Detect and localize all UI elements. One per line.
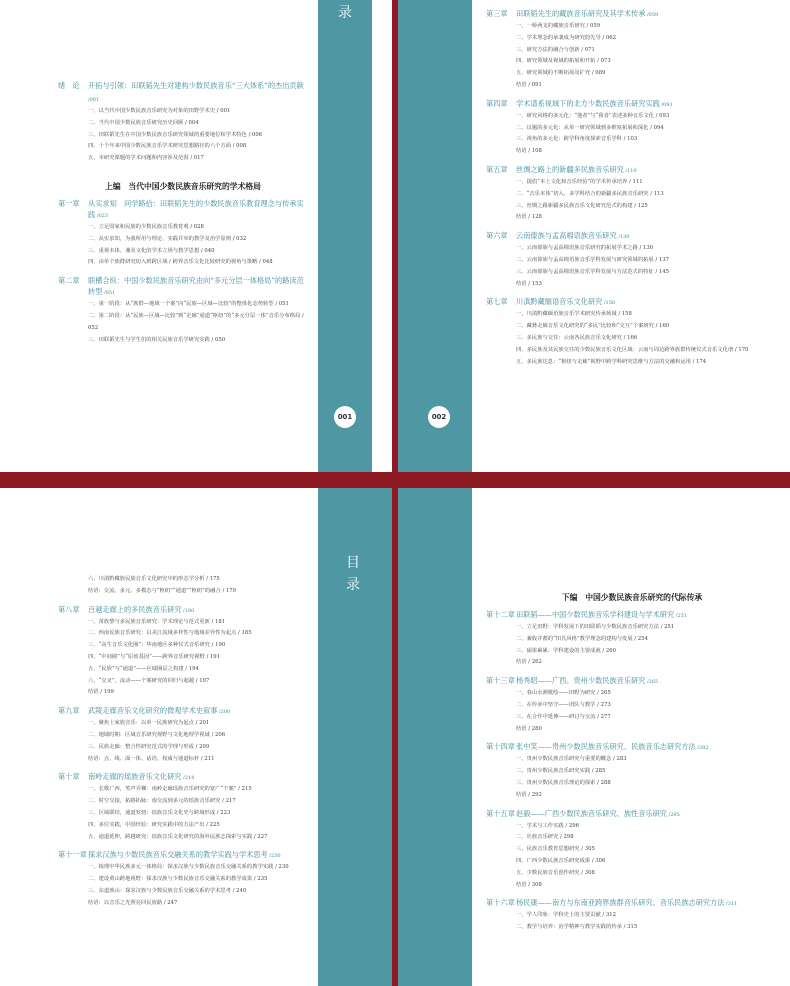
section-entry: 一、学术与工作实践 / 296	[516, 822, 579, 829]
part-heading: 下编 中国少数民族音乐研究的代际传承	[561, 593, 703, 602]
section-entry: 五、“民族”与“通道”——区域圈层之构建 / 194	[88, 665, 199, 672]
toc-page-bottom-left	[0, 488, 392, 986]
section-entry: 一、以当代中国少数民族音乐研究为对象的田野学术史 / 001	[88, 108, 231, 114]
section-entry: 三、民族走廊：整合性研究范式的学理与形成 / 209	[88, 743, 210, 750]
section-entry: 一、苗族黎与多民族音乐研究：学术理论与范式更新 / 181	[88, 618, 226, 625]
horizontal-divider	[0, 472, 790, 488]
section-entry: 三、贵州少数民族音乐理论的探索 / 288	[516, 779, 611, 786]
section-entry: 三、田联韬先生在中国少数民族音乐研究领域的重要地位和学术特色 / 006	[88, 131, 263, 138]
chapter-title: 丝绸之路上的新疆多民族音乐研究	[516, 164, 624, 174]
section-entry: 四、研究领域及视域的拓展和开拓 / 073	[516, 58, 611, 65]
spine-band	[398, 0, 472, 472]
section-entry: 二、学术理念的承袭成为研究的先导 / 062	[516, 34, 617, 41]
page-separator: /	[616, 234, 620, 241]
section-entry: 三、丝绸之路新疆多民族音乐文化研究范式的构建 / 125	[516, 202, 648, 209]
toc-list	[486, 576, 778, 934]
section-entry: 结语 / 153	[516, 280, 542, 287]
page-separator: /	[602, 300, 606, 307]
page-separator: /	[181, 607, 185, 614]
section-entry: 结语：以音乐之光照亮回民族路 / 247	[88, 899, 178, 906]
toc-list	[486, 2, 776, 368]
chapter-title: 田联韬——中国少数民族音乐学科建设与学术研究	[516, 610, 675, 619]
section-entry: 四、“中间圈”与“原始基因”——跨界音乐研究视野 / 191	[88, 653, 221, 660]
section-entry: 二、云南傣族与孟高棉语族音乐学科发展与研究领域的拓展 / 137	[516, 256, 669, 263]
section-entry: 结语：点、线、面一体、话语、权威与通道标杆 / 211	[88, 755, 215, 762]
section-entry: 三、民族音乐教育思想研究 / 305	[516, 846, 595, 853]
spine-title-char: 录	[346, 577, 360, 593]
section-entry: 二、在传承中坚守——团队与教学 / 273	[516, 701, 611, 708]
chapter-entry	[486, 609, 778, 622]
chapter-title: 赵毅——广西少数民族音乐研究、族性音乐研究	[516, 808, 667, 818]
section-entry: 结语 / 292	[516, 791, 542, 798]
page-separator: /	[88, 97, 90, 103]
section-entry: 结语 / 199	[88, 689, 114, 696]
section-entry: 结语 / 262	[516, 659, 542, 666]
chapter-title: 从实求知 问学路拾：田联韬先生的少数民族音乐教育理念与传承实践	[88, 198, 304, 219]
chapter-label: 第九章	[58, 706, 80, 716]
page-separator: /	[645, 679, 649, 686]
chapter-page: 180	[184, 607, 195, 614]
chapter-label: 第十章	[58, 772, 80, 782]
chapter-entry	[58, 705, 310, 718]
chapter-label: 第二章	[58, 276, 80, 286]
chapter-title: 百越走廊上的多民族音乐研究	[88, 604, 182, 614]
section-entry: 二、时空交接，拓路拓脉：南交流到多元的瑶族音乐研究 / 217	[88, 798, 236, 805]
spine-band	[318, 0, 372, 472]
page-separator: /	[267, 853, 271, 860]
chapter-label: 第十二章	[486, 610, 515, 619]
chapter-entry	[486, 296, 776, 309]
section-entry: 四、多民族及其民族交往的少数民族音乐文化区域：云南与周边跨界族群传统仪式音乐文化谱 / 170	[516, 346, 749, 353]
toc-page-bottom-right	[398, 488, 790, 986]
chapter-title: 联横合纵：中国少数民族音乐研究由向“多元分层一体格局”的路读范转型	[88, 276, 304, 297]
section-entry: 结语 / 280	[516, 725, 542, 732]
section-entry: 三、重视本体、兼及文化的学术立场与教学思想 / 040	[88, 247, 215, 254]
spine-title-char: 目	[346, 555, 360, 571]
section-entry: 二、建设黄山跨地视野：探求汉族与少数民族音乐交融关系的教学成果 / 235	[88, 876, 268, 883]
section-entry: 一、立足国家和民族的少数民族音乐教育观 / 028	[88, 223, 204, 230]
chapter-label: 第一章	[58, 198, 80, 208]
section-entry: 二、壮族音乐研究 / 298	[516, 834, 574, 841]
chapter-entry	[486, 675, 778, 688]
chapter-page: 214	[184, 775, 195, 782]
section-entry: 三、“高生音乐文化圈”：华南地区多种仪式音乐研究 / 190	[88, 642, 226, 649]
section-entry: 结语：交流、多元、多模态与“枢纽”“通道”“枢纽”的融合 / 179	[88, 587, 237, 594]
section-entry: 三、多民族与交往：云南各民族音乐文化研究 / 166	[516, 334, 638, 341]
chapter-entry	[58, 771, 310, 784]
chapter-title: 学术谱系视域下的北方少数民族音乐研究实践	[516, 98, 660, 108]
chapter-entry	[58, 604, 310, 617]
section-entry: 六、川滇黔藏族民族音乐文化研究中的形态学分析 / 175	[88, 576, 220, 582]
chapter-entry	[486, 808, 778, 821]
toc-list	[58, 74, 308, 346]
section-entry: 三、东道族山：探求汉族与少数民族音乐交融关系的学术思考 / 240	[88, 887, 247, 894]
section-entry: 五、多民族达息：“枢纽与走廊”视野中跨学科研究思维与方法的交融和运用 / 174	[516, 358, 707, 365]
section-entry: 六、“交叉”、流动——个案研究的回归与超越 / 197	[88, 677, 210, 684]
section-entry: 结语 / 091	[516, 81, 542, 88]
page-number: 002	[428, 406, 450, 428]
chapter-label: 第十四章	[486, 742, 515, 752]
chapter-label: 绪 论	[58, 81, 80, 90]
chapter-title: 开拓与引领：田联韬先生对建构少数民族音乐“三大体系”的杰出贡献	[88, 81, 304, 90]
chapter-title: 云南傣族与孟高棉语族音乐研究	[516, 231, 617, 241]
section-entry: 五、研究领域的不断拓展及扩充 / 089	[516, 70, 606, 77]
section-entry: 结语 / 308	[516, 881, 542, 888]
chapter-page: 130	[619, 234, 630, 241]
page-separator: /	[181, 775, 185, 782]
spine-title-char: 录	[338, 5, 352, 21]
chapter-entry	[486, 164, 776, 177]
section-entry: 三、在合作中延伸——研讨与交流 / 277	[516, 713, 611, 720]
chapter-page: 265	[648, 679, 659, 686]
chapter-entry	[58, 198, 308, 222]
chapter-label: 第八章	[58, 604, 80, 614]
chapter-entry	[58, 275, 308, 299]
chapter-label: 第十五章	[486, 808, 515, 818]
chapter-title: 武陵走廊音乐文化研究的微观学术史叙事	[88, 706, 218, 716]
page-separator: /	[645, 12, 649, 18]
section-entry: 一、一桥两支的藏族音乐研究 / 059	[516, 23, 601, 29]
section-entry: 一、川滇黔藏缅语族音乐学术研究传承场域 / 158	[516, 311, 632, 318]
section-entry: 一、立足田野：学科发展下的田联韬与少数民族音乐研究方法 / 251	[516, 624, 675, 630]
section-entry: 二、藏彝走廊音乐文化研究的“多民”比较和“交互”个案研究 / 160	[516, 323, 670, 330]
page-separator: /	[666, 811, 671, 818]
section-entry: 一、学人印象：学科史上的主要贡献 / 312	[516, 912, 617, 919]
spine-band	[318, 488, 392, 986]
section-entry: 一、梳理中华民族多元一体格局：探求汉族与少数民族音乐交融关系的教学实践 / 230	[88, 864, 289, 871]
chapter-page: 282	[698, 745, 709, 752]
section-entry: 二、议题的多元化：从单一研究领域到多维度拓展和深化 / 094	[516, 124, 664, 131]
chapter-page: 230	[270, 853, 281, 860]
chapter-entry	[486, 8, 776, 21]
section-entry: 五、少数民族音乐创作研究 / 308	[516, 869, 595, 876]
section-entry: 四、由单个族群研究切入到跨区域 / 跨界音乐文化比较研究的视角与策略 / 048	[88, 259, 273, 266]
section-entry: 一、提倡“本土文化和音乐经验”的学术传承培养 / 111	[516, 178, 643, 185]
page-separator: /	[102, 290, 106, 297]
section-entry: 二、当代中国少数民族音乐研究历史回顾 / 004	[88, 119, 199, 126]
chapter-title: 杨秀昭——广西、贵州少数民族音乐研究	[516, 676, 646, 686]
section-entry: 二、兼收并蓄的“田氏风格”教学理念的建构与发展 / 254	[516, 635, 648, 642]
chapter-page: 156	[605, 300, 616, 307]
chapter-title: 川滇黔藏缅语音乐文化研究	[516, 297, 603, 307]
page-separator: /	[623, 167, 628, 174]
chapter-entry	[58, 80, 308, 106]
chapter-label: 第四章	[486, 98, 508, 108]
chapter-entry	[486, 230, 776, 243]
chapter-page: 023	[98, 212, 109, 219]
section-entry: 二、教学与培养：治学精神与教学实践的传承 / 315	[516, 924, 638, 931]
chapter-label: 第七章	[486, 297, 508, 307]
section-entry: 二、从实求知，为我所用与理论、实践并举的教学及治学原则 / 032	[88, 235, 247, 242]
chapter-label: 第十一章	[58, 850, 87, 860]
chapter-page: 059	[648, 12, 659, 18]
page-separator: /	[659, 101, 664, 108]
section-entry: 二、西南民族音乐研究：以美江流域多样性与地域差异性为起点 / 185	[88, 630, 252, 637]
toc-list	[58, 574, 310, 910]
chapter-title: 南岭走廊的瑶族音乐文化研究	[88, 772, 182, 782]
section-entry: 四、广西少数民族音乐研究成果 / 306	[516, 857, 606, 864]
chapter-page: 251	[677, 613, 687, 619]
section-entry: 二、地域时期：区域音乐研究视野与文化地理学视域 / 206	[88, 731, 226, 738]
section-entry: 五、本研究课题的学术问题和内容涉及范围 / 017	[88, 155, 204, 162]
section-entry: 四、十个年来中国少数民族音乐学术研究思想路径的六个方面 / 008	[88, 143, 247, 150]
section-entry: 三、田联韬先生与学生们的相关民族音乐学研究实践 / 050	[88, 336, 226, 343]
chapter-title: 田联韬先生的藏族音乐研究及其学术传承	[516, 9, 646, 18]
page-separator: /	[695, 745, 699, 752]
page-number: 001	[334, 406, 356, 428]
chapter-page: 051	[105, 290, 116, 297]
section-entry: 三、研究方法的融合与创新 / 071	[516, 46, 595, 53]
page-separator: /	[95, 212, 99, 219]
chapter-page: 295	[670, 811, 680, 818]
chapter-title: 探求汉族与少数民族音乐交融关系的教学实践与学术思考	[88, 850, 268, 860]
chapter-label: 第三章	[486, 9, 508, 18]
section-entry: 一、春山水测歌绘——田野为研究 / 265	[516, 690, 611, 697]
chapter-title: 张中笑——贵州少数民族音乐研究、民族音乐志研究方法	[516, 742, 696, 752]
section-entry: 三、视角的多元化：跨学科角度探索音乐学科 / 103	[516, 136, 638, 143]
section-entry: 二、第二阶段：从“民族—区域—比较”到“走廊”通道“枢纽”的“多元分层一体”音乐分布格局 / 052	[88, 312, 304, 331]
section-entry: 四、多位实践，中国经验：研究实践中的方法产出 / 225	[88, 821, 220, 828]
section-entry: 三、硕果累累：学科建设的主要成就 / 260	[516, 647, 617, 654]
chapter-entry	[486, 98, 776, 111]
page-separator: /	[217, 709, 221, 716]
section-entry: 结语 / 128	[516, 214, 542, 221]
chapter-label: 第五章	[486, 164, 508, 174]
section-entry: 二、“音乐本体”切入、多学科结合的新疆多民族音乐研究 / 113	[516, 190, 664, 197]
section-entry: 一、聚焦土家族音乐：以单一民族研究为起点 / 201	[88, 720, 210, 727]
section-entry: 三、区域联结，通道发轫：瑶族音乐文化史与跨域形成 / 223	[88, 809, 231, 816]
chapter-entry	[58, 849, 310, 862]
chapter-label: 第十三章	[486, 676, 515, 686]
section-entry: 结语 / 108	[516, 148, 542, 155]
chapter-page: 200	[220, 709, 231, 716]
chapter-page: 311	[727, 901, 738, 908]
section-entry: 一、第一阶段：从“族群—地域一个案”向“民族—区域—比较”的整体化态势转型 / 051	[88, 301, 289, 308]
section-entry: 三、云南傣族与孟高棉语族音乐学科发展与方法范式的特征 / 145	[516, 268, 669, 275]
chapter-page: 093	[663, 101, 673, 108]
chapter-label: 第六章	[486, 231, 508, 241]
section-entry: 一、研究风格的多元化：“他者”与“我者”表述多种音乐文化 / 093	[516, 112, 670, 119]
section-entry: 一、贵州少数民族音乐研究与重要的概念 / 283	[516, 756, 627, 763]
section-entry: 五、通道延伸，跨越研究：瑶族音乐文化研究的海外民族志探索与实践 / 227	[88, 833, 268, 840]
section-entry: 一、云南傣族与孟高棉语族音乐研究的拓展学术之路 / 130	[516, 245, 654, 252]
chapter-entry	[486, 897, 778, 910]
chapter-page: 001	[89, 97, 100, 103]
spine-band	[398, 488, 472, 986]
chapter-label: 第十六章	[486, 898, 515, 908]
chapter-entry	[486, 741, 778, 754]
chapter-title: 杨民康——南方与东南亚跨界族群音乐研究、音乐民族志研究方法	[516, 898, 725, 908]
part-heading: 上编 当代中国少数民族音乐研究的学术格局	[105, 181, 261, 191]
chapter-page: 110	[627, 167, 637, 174]
toc-page-top-right	[398, 0, 790, 472]
section-entry: 一、长歌广西，笑声弄狮：南岭走廊瑶族音乐研究的宽广“个案” / 215	[88, 786, 252, 793]
page-separator: /	[724, 901, 728, 908]
toc-page-top-left	[0, 0, 392, 472]
page-separator: /	[674, 613, 678, 619]
section-entry: 二、贵州少数民族音乐研究实践 / 285	[516, 768, 606, 775]
